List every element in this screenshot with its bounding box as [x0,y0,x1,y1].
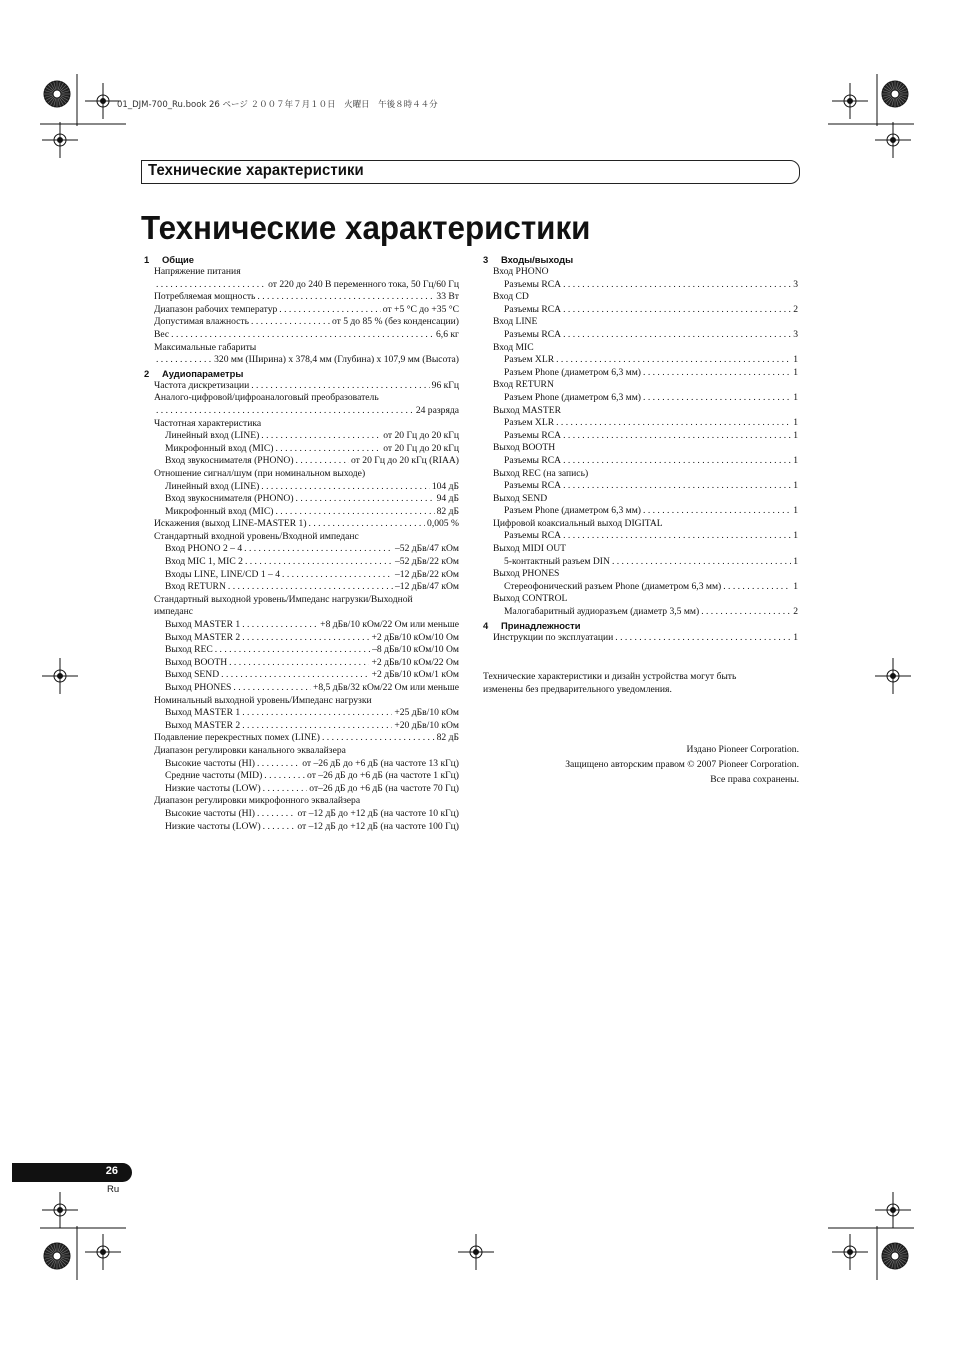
disclaimer-note [483,671,798,696]
spec-value: от –26 дБ до +6 дБ (на частоте 13 кГц) [302,757,459,769]
spec-label: Диапазон рабочих температур [154,303,278,315]
spec-value: 1 [793,417,798,429]
dot-leader [322,732,435,745]
section-label: Входы/выходы [501,254,574,265]
spec-heading: Диапазон регулировки канального эквалайзера [154,744,346,756]
spec-label: Вход PHONO 2 – 4 [165,543,243,555]
spec-heading: Диапазон регулировки микрофонного эквалайзера [154,795,361,807]
spec-heading: Номинальный выходной уровень/Импеданс нагрузки [154,694,372,706]
spec-label: Инструкции по эксплуатации [493,631,614,643]
spec-value: от 20 Гц до 20 кГц (RIAA) [351,455,459,467]
spec-row [144,821,459,834]
spec-row [144,493,459,506]
dot-leader [563,304,791,317]
spec-row [483,505,798,518]
spec-heading: Выход BOOTH [493,442,556,454]
spec-value: 3 [793,278,798,290]
spec-row [144,481,459,494]
dot-leader [257,808,295,821]
dot-leader [275,506,434,519]
section-label: Аудиопараметры [162,367,244,379]
spec-heading: Выход REC (на запись) [493,467,589,479]
section-heading [483,253,798,266]
section-heading [483,619,798,632]
dot-leader [261,481,430,494]
spec-heading: Выход MASTER [493,404,561,416]
spec-row [144,619,459,632]
dot-leader [563,279,791,292]
spec-value: 1 [793,580,798,592]
spec-value: 94 дБ [436,493,459,505]
spec-value: 0,005 % [427,518,459,530]
dot-leader [275,443,381,456]
spec-label: Вход звукоснимателя (PHONO) [165,455,294,467]
spec-row [144,380,459,393]
spec-value: –52 дБв/22 кОм [394,556,459,568]
dot-leader [563,455,791,468]
spec-heading: Выход CONTROL [493,593,568,605]
spec-heading: Выход MIDI OUT [493,543,567,555]
specs-right-column [483,253,798,644]
spec-row [483,480,798,493]
spec-label: Разъем XLR [504,417,555,429]
spec-value: 1 [793,454,798,466]
spec-label: Выход REC [165,644,213,656]
dot-leader [156,354,212,367]
spec-row [144,657,459,670]
spec-label: Разъем Phone (диаметром 6,3 мм) [504,366,642,378]
crosshair-target-icon [875,1192,911,1228]
section-number: 1 [144,254,150,265]
spec-value: 82 дБ [436,732,459,744]
spec-row [144,430,459,443]
dot-leader [279,304,380,317]
spec-label: Подавление перекрестных помех (LINE) [154,732,320,744]
dot-leader [296,455,349,468]
spec-row [483,556,798,569]
spec-value: +25 дБв/10 кОм [394,707,459,719]
spec-heading: Выход SEND [493,492,548,504]
spec-label: Высокие частоты (HI) [165,807,255,819]
file-header: 01_DJM-700_Ru.book 26 ページ ２００７年７月１０日 火曜日 午後８時４４分 [117,100,438,110]
spec-heading: импеданс [154,606,194,618]
spec-value: от –12 дБ до +12 дБ (на частоте 100 Гц) [297,820,459,832]
banner-title: Технические характеристики [148,162,364,179]
dot-leader [242,632,369,645]
dot-leader [257,758,300,771]
note-line-1: Технические характеристики и дизайн устройства могут быть [483,671,737,682]
spec-value: 320 мм (Ширина) x 378,4 мм (Глубина) x 107,9 мм (Высота) [214,354,459,366]
spec-value: +2 дБв/10 кОм/1 кОм [371,669,459,681]
spec-value: от –12 дБ до +12 дБ (на частоте 10 кГц) [297,807,459,819]
spec-value: +20 дБв/10 кОм [394,719,459,731]
spec-label: Выход SEND [165,669,220,681]
spec-label: Разъем XLR [504,354,555,366]
spec-row [144,329,459,342]
spec-row [144,644,459,657]
spec-label: Выход PHONES [165,682,232,693]
crosshair-target-icon [42,122,78,158]
spec-heading: Отношение сигнал/шум (при номинальном выходе) [154,467,366,479]
spec-value: +2 дБв/10 кОм/10 Ом [371,631,459,643]
spec-row [144,291,459,304]
spec-heading: Вход PHONO [493,266,549,277]
spec-row [144,707,459,720]
spec-heading: Вход RETURN [493,379,554,391]
dot-leader [563,530,791,543]
spec-row [144,720,459,733]
spec-label: Разъем Phone (диаметром 6,3 мм) [504,391,642,403]
spec-row [144,556,459,569]
spec-label: Разъемы RCA [504,530,562,542]
dot-leader [612,556,791,569]
spec-heading: Цифровой коаксиальный выход DIGITAL [493,517,663,529]
spec-label: Допустимая влажность [154,316,250,328]
spec-label: Частота дискретизации [154,379,250,391]
page-title: Технические характеристики [141,209,591,246]
crosshair-target-icon [85,1234,121,1270]
dot-leader [723,581,791,594]
spec-value: от 5 до 85 % (без конденсации) [331,316,459,328]
spec-value: от–26 дБ до +6 дБ (на частоте 70 Гц) [309,782,459,794]
dot-leader [242,619,318,632]
spec-row [144,632,459,645]
dot-leader [643,367,791,380]
spec-value: 1 [793,530,798,542]
spec-value: 3 [793,328,798,340]
spec-value: 6,6 кг [436,328,459,340]
spec-row [144,455,459,468]
publisher-line-3: Все права сохранены. [710,774,799,785]
dot-leader [257,291,434,304]
dot-leader [156,279,266,292]
spec-label: Микрофонный вход (MIC) [165,505,274,517]
registration-dial-icon [44,81,70,107]
spec-label: Разъемы RCA [504,429,562,441]
spec-label: Разъемы RCA [504,480,562,492]
spec-value: 104 дБ [431,480,459,492]
dot-leader [563,430,791,443]
spec-label: Линейный вход (LINE) [165,430,260,442]
spec-row [144,506,459,519]
dot-leader [264,770,305,783]
spec-heading: Максимальные габариты [154,341,257,353]
note-line-2: изменены без предварительного уведомления. [483,683,672,695]
section-number: 4 [483,619,489,631]
dot-leader [221,669,369,682]
spec-row [144,732,459,745]
crosshair-target-icon [42,1192,78,1228]
spec-heading: Частотная характеристика [154,417,262,429]
spec-value: 96 кГц [431,379,459,391]
section-number: 3 [483,254,489,265]
spec-value: от –26 дБ до +6 дБ (на частоте 1 кГц) [307,770,459,782]
page-number: 26 [105,1165,118,1177]
dot-leader [563,480,791,493]
spec-value: от 220 до 240 В переменного тока, 50 Гц/60 Гц [268,278,459,290]
spec-value: 1 [793,354,798,366]
spec-label: Микрофонный вход (MIC) [165,442,274,454]
spec-value: 82 дБ [436,505,459,517]
spec-value: 33 Вт [436,291,459,303]
spec-label: Малогабаритный аудиоразъем (диаметр 3,5 мм) [504,606,700,618]
spec-row [144,808,459,821]
registration-dial-icon [882,1243,908,1269]
registration-dial-icon [882,81,908,107]
spec-row [483,279,798,292]
crosshair-target-icon [85,83,121,119]
spec-row [144,543,459,556]
spec-value: 1 [793,631,798,643]
spec-row [144,770,459,783]
spec-label: Низкие частоты (LOW) [165,820,261,832]
spec-value: 1 [793,429,798,441]
spec-row [483,392,798,405]
crosshair-target-icon [875,122,911,158]
spec-value: 1 [793,480,798,492]
crosshair-target-icon [832,1234,868,1270]
spec-row [144,518,459,531]
spec-row [144,581,459,594]
spec-heading: Стандартный входной уровень/Входной импеданс [154,530,359,542]
crosshair-target-icon [832,83,868,119]
spec-label: 5-контактный разъем DIN [504,555,610,567]
dot-leader [263,821,296,834]
spec-value: 2 [793,303,798,315]
spec-value: +2 дБв/10 кОм/22 Ом [371,656,459,668]
spec-label: Вход RETURN [165,581,226,593]
spec-label: Вход звукоснимателя (PHONO) [165,493,294,505]
publisher-line-1: Издано Pioneer Corporation. [686,744,799,755]
dot-leader [251,316,330,329]
spec-row [483,632,798,645]
section-banner [141,160,800,184]
spec-label: Низкие частоты (LOW) [165,782,261,794]
spec-row [144,304,459,317]
spec-row [483,606,798,619]
spec-label: Разъем Phone (диаметром 6,3 мм) [504,505,642,517]
dot-leader [701,606,791,619]
dot-leader [251,380,429,393]
dot-leader [242,720,392,733]
language-code: Ru [107,1184,120,1195]
spec-label: Высокие частоты (HI) [165,757,255,769]
spec-row [483,430,798,443]
spec-label: Выход MASTER 2 [165,719,241,731]
spec-label: Выход BOOTH [165,656,228,668]
spec-row [483,329,798,342]
spec-value: от 20 Гц до 20 кГц [383,430,459,442]
spec-value: от 20 Гц до 20 кГц [383,442,459,454]
spec-heading: Вход MIC [493,341,534,353]
spec-value: 24 разряда [415,404,459,416]
dot-leader [556,354,791,367]
section-label: Общие [162,254,194,265]
spec-row [483,304,798,317]
spec-row [144,316,459,329]
spec-row [483,581,798,594]
dot-leader [156,405,414,418]
spec-row [144,569,459,582]
spec-row [144,682,459,695]
section-label: Принадлежности [501,619,581,631]
spec-value: –8 дБв/10 кОм/10 Ом [372,644,459,656]
registration-dial-icon [44,1243,70,1269]
spec-label: Выход MASTER 1 [165,707,241,719]
spec-heading: Вход LINE [493,316,538,328]
spec-value: +8 дБв/10 кОм/22 Ом или меньше [320,619,459,631]
spec-row [483,354,798,367]
dot-leader [233,682,311,695]
spec-value: 1 [793,366,798,378]
spec-row [144,783,459,796]
dot-leader [244,543,393,556]
spec-value: 1 [793,505,798,517]
crosshair-target-icon [42,658,78,694]
spec-label: Средние частоты (MID) [165,770,263,782]
spec-heading: Напряжение питания [154,266,241,277]
dot-leader [296,493,435,506]
section-heading [144,367,459,380]
spec-label: Выход MASTER 2 [165,631,241,643]
publisher-line-2: Защищено авторским правом © 2007 Pioneer Corporation. [565,759,799,770]
dot-leader [263,783,308,796]
dot-leader [242,707,392,720]
dot-leader [615,632,791,645]
spec-row [483,455,798,468]
spec-row [144,758,459,771]
spec-label: Разъемы RCA [504,454,562,466]
spec-value: 1 [793,391,798,403]
spec-value: –12 дБв/47 кОм [394,581,459,593]
spec-heading: Аналого-цифровой/цифроаналоговый преобразователь [154,392,379,404]
spec-label: Потребляемая мощность [154,291,256,303]
specs-left-column [144,253,459,833]
spec-heading: Вход CD [493,291,529,303]
dot-leader [643,505,791,518]
spec-value: 2 [793,606,798,618]
dot-leader [309,518,425,531]
dot-leader [556,417,791,430]
spec-row [483,367,798,380]
section-number: 2 [144,367,150,379]
dot-leader [282,569,393,582]
section-heading [144,253,459,266]
spec-value: –52 дБв/47 кОм [394,543,459,555]
spec-value: от +5 °C до +35 °C [382,303,459,315]
dot-leader [215,644,370,657]
spec-row [144,354,459,367]
spec-label: Разъемы RCA [504,328,562,340]
spec-row [144,669,459,682]
spec-label: Разъемы RCA [504,303,562,315]
spec-value: –12 дБв/22 кОм [394,568,459,580]
crosshair-target-icon [875,658,911,694]
page-number-tab [12,1163,132,1182]
spec-heading: Стандартный выходной уровень/Импеданс нагрузки/Выходной [154,593,413,605]
dot-leader [261,430,381,443]
spec-label: Стереофонический разъем Phone (диаметром 6,3 мм) [504,580,722,592]
spec-value: +8,5 дБв/32 кОм/22 Ом или меньше [312,682,459,693]
dot-leader [563,329,791,342]
dot-leader [228,581,393,594]
dot-leader [643,392,791,405]
spec-heading: Выход PHONES [493,568,560,580]
spec-label: Разъемы RCA [504,278,562,290]
spec-row [144,279,459,292]
spec-label: Входы LINE, LINE/CD 1 – 4 [165,568,281,580]
spec-label: Искажения (выход LINE-MASTER 1) [154,518,307,530]
dot-leader [229,657,369,670]
spec-row [144,443,459,456]
dot-leader [245,556,393,569]
spec-row [144,405,459,418]
spec-row [483,417,798,430]
dot-leader [171,329,434,342]
spec-value: 1 [793,555,798,567]
spec-label: Вход MIC 1, MIC 2 [165,556,243,568]
spec-label: Вес [154,328,170,340]
spec-label: Линейный вход (LINE) [165,480,260,492]
crosshair-target-icon [458,1234,494,1270]
spec-row [483,530,798,543]
spec-label: Выход MASTER 1 [165,619,241,631]
